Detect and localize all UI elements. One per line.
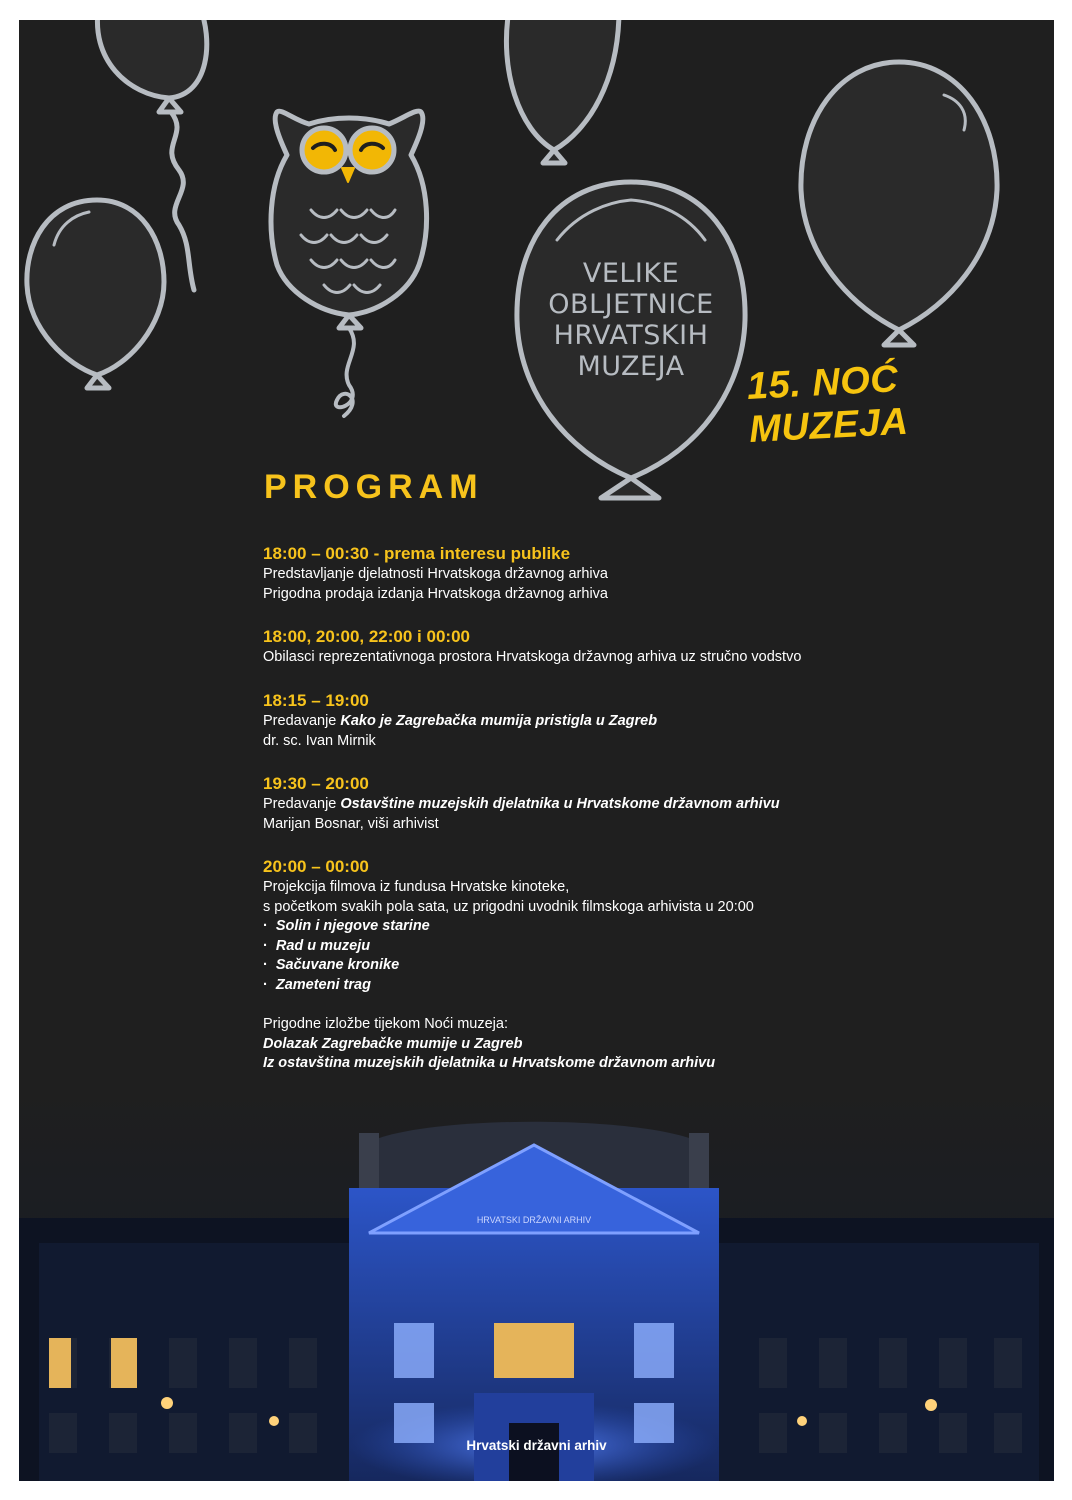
section-time: 18:00 – 00:30 - prema interesu publike <box>263 544 571 563</box>
program-section-4 <box>263 773 963 834</box>
lecture-title: Ostavštine muzejskih djelatnika u Hrvatskome državnom arhivu <box>340 796 780 812</box>
lecture-speaker: dr. sc. Ivan Mirnik <box>263 732 376 749</box>
section-line: Predstavljanje djelatnosti Hrvatskoga državnog arhiva <box>263 566 608 582</box>
balloon-title-line-2: OBLJETNICE <box>548 289 714 320</box>
section-time: 19:30 – 20:00 <box>263 774 369 793</box>
film-item: · Zameteni trag <box>263 976 963 996</box>
owl-icon <box>271 111 427 416</box>
exhibition-item: Iz ostavština muzejskih djelatnika u Hrvatskome državnom arhivu <box>263 1055 716 1071</box>
lecture-title: Kako je Zagrebačka mumija pristigla u Zagreb <box>340 713 658 729</box>
balloon-title-line-4: MUZEJA <box>577 351 685 382</box>
archive-building-photo <box>19 1093 1054 1481</box>
exhibition-item: Dolazak Zagrebačke mumije u Zagreb <box>263 1035 523 1052</box>
program-section-3 <box>263 690 963 751</box>
film-item: · Rad u muzeju <box>263 937 963 957</box>
section-time: 18:00, 20:00, 22:00 i 00:00 <box>263 627 470 646</box>
balloon-right-icon <box>801 62 997 330</box>
section-line: Projekcija filmova iz fundusa Hrvatske kinoteke, <box>263 879 570 895</box>
lecture-line <box>263 795 963 815</box>
footer-institution: Hrvatski državni arhiv <box>466 1438 607 1453</box>
program-section-5 <box>263 856 963 995</box>
poster <box>19 20 1054 1481</box>
section-line: Obilasci reprezentativnoga prostora Hrvatskoga državnog arhiva uz stručno vodstvo <box>263 649 802 665</box>
section-time: 18:15 – 19:00 <box>263 691 369 710</box>
building-sign: HRVATSKI DRŽAVNI ARHIV <box>476 1215 592 1225</box>
lecture-speaker: Marijan Bosnar, viši arhivist <box>263 815 439 832</box>
exhibitions-intro: Prigodne izložbe tijekom Noći muzeja: <box>263 1016 508 1032</box>
balloon-top-left-icon <box>97 20 206 98</box>
section-line: Prigodna prodaja izdanja Hrvatskoga državnog arhiva <box>263 585 608 602</box>
section-line: s početkom svakih pola sata, uz prigodni uvodnik filmskoga arhivista u 20:00 <box>263 898 754 915</box>
balloon-title-line-3: HRVATSKIH <box>553 320 709 351</box>
balloon-top-middle-icon <box>506 20 619 150</box>
program-section-1 <box>263 543 963 604</box>
lecture-prefix: Predavanje <box>263 796 341 812</box>
section-time: 20:00 – 00:00 <box>263 857 369 876</box>
film-item: · Sačuvane kronike <box>263 956 963 976</box>
balloon-title <box>516 258 746 382</box>
lecture-line <box>263 712 963 732</box>
event-title: 15. NOĆ MUZEJA <box>745 358 910 451</box>
program-section-2 <box>263 626 963 668</box>
program-heading: PROGRAM <box>264 468 484 506</box>
balloon-left-icon <box>27 200 164 375</box>
exhibitions-section <box>263 1015 963 1074</box>
lecture-prefix: Predavanje <box>263 713 341 729</box>
film-item: · Solin i njegove starine <box>263 917 963 937</box>
balloon-title-line-1: VELIKE <box>582 258 680 289</box>
